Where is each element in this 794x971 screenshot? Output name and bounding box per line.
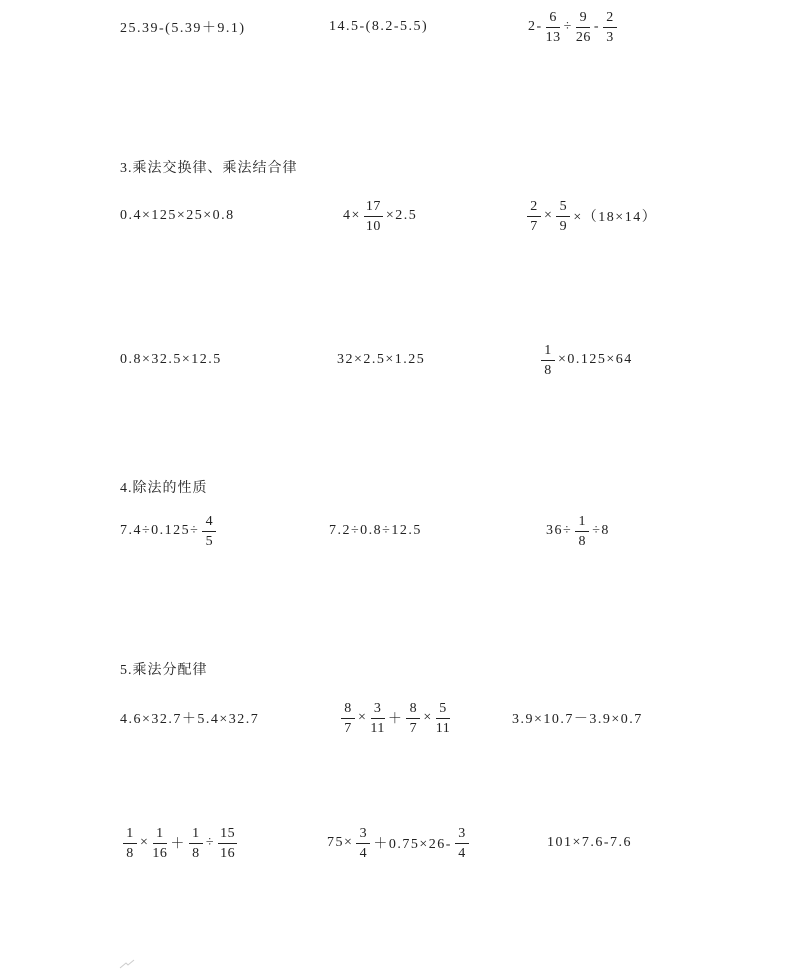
- problem-r2-1: [120, 194, 235, 238]
- fraction: [603, 10, 617, 45]
- expr-text: ÷: [563, 19, 573, 34]
- expr-text: ×: [140, 835, 150, 850]
- fraction-denominator: 3: [606, 29, 614, 45]
- expr-text: 36÷: [546, 523, 573, 538]
- expr-text: ×: [544, 208, 554, 223]
- fraction-numerator: 3: [455, 826, 469, 844]
- expr-text: 75×: [327, 835, 354, 850]
- fraction-denominator: 8: [578, 533, 586, 549]
- expr-text: 32×2.5×1.25: [337, 352, 426, 367]
- fraction-denominator: 16: [220, 845, 236, 861]
- fraction-denominator: 4: [359, 845, 368, 861]
- expr-text: 4×: [343, 208, 361, 223]
- expr-text: ×（18×14）: [573, 210, 658, 225]
- expr-text: 3.9×10.7－3.9×0.7: [512, 712, 643, 727]
- expr-text: 25.39-(5.39＋9.1): [120, 21, 246, 36]
- expr-text: ×: [358, 710, 368, 725]
- problem-r3-3: [538, 338, 633, 382]
- section-heading-4: 4.除法的性质: [120, 481, 208, 496]
- fraction-denominator: 7: [409, 720, 418, 736]
- problem-r2-3: [524, 194, 657, 238]
- fraction: [406, 701, 420, 736]
- fraction-numerator: 3: [356, 826, 370, 844]
- problem-r5-2: [338, 696, 453, 740]
- problem-r4-3: [546, 509, 610, 553]
- fraction-numerator: 17: [364, 199, 383, 217]
- expr-text: 0.8×32.5×12.5: [120, 352, 222, 367]
- fraction-numerator: 1: [123, 826, 137, 844]
- fraction-numerator: 5: [436, 701, 450, 719]
- fraction-denominator: 10: [365, 218, 381, 234]
- fraction-numerator: 1: [541, 343, 555, 361]
- expr-text: -: [593, 19, 601, 34]
- fraction: [202, 514, 216, 549]
- expr-text: ＋: [170, 837, 186, 852]
- fraction-numerator: 2: [603, 10, 617, 28]
- problem-r1-2: [329, 5, 428, 49]
- fraction-numerator: 4: [202, 514, 216, 532]
- fraction-numerator: 5: [556, 199, 570, 217]
- expr-text: ×: [423, 710, 433, 725]
- fraction-denominator: 13: [545, 29, 561, 45]
- fraction-denominator: 5: [205, 533, 214, 549]
- fraction-denominator: 11: [435, 720, 451, 736]
- fraction: [455, 826, 469, 861]
- fraction: [364, 199, 383, 234]
- fraction: [436, 701, 450, 736]
- fraction: [541, 343, 555, 378]
- fraction-numerator: 6: [546, 10, 560, 28]
- expr-text: 101×7.6-7.6: [547, 835, 633, 850]
- expr-text: ÷8: [592, 523, 610, 538]
- fraction-numerator: 1: [153, 826, 167, 844]
- fraction: [556, 199, 570, 234]
- fraction: [218, 826, 237, 861]
- fraction-numerator: 8: [341, 701, 355, 719]
- problem-r5-3: [512, 696, 643, 740]
- fraction-denominator: 8: [192, 845, 200, 861]
- fraction: [189, 826, 203, 861]
- fraction-denominator: 8: [544, 362, 552, 378]
- problem-r2-2: [343, 194, 417, 238]
- expr-text: 0.4×125×25×0.8: [120, 208, 235, 223]
- fraction-denominator: 8: [126, 845, 134, 861]
- fraction: [546, 10, 561, 45]
- expr-text: 7.2÷0.8÷12.5: [329, 523, 422, 538]
- expr-text: ＋0.75×26-: [373, 837, 452, 852]
- fraction: [370, 701, 384, 736]
- fraction-numerator: 15: [218, 826, 237, 844]
- expr-text: 2-: [528, 19, 543, 34]
- fraction-numerator: 3: [371, 701, 385, 719]
- fraction-numerator: 1: [575, 514, 589, 532]
- fraction-numerator: 9: [576, 10, 590, 28]
- fraction-numerator: 2: [527, 199, 541, 217]
- fraction-denominator: 9: [559, 218, 568, 234]
- expr-text: ×0.125×64: [558, 352, 633, 367]
- fraction: [341, 701, 355, 736]
- problem-r6-2: [327, 821, 472, 865]
- expr-text: 7.4÷0.125÷: [120, 523, 200, 538]
- fraction-denominator: 4: [458, 845, 466, 861]
- problem-r3-1: [120, 338, 222, 382]
- expr-text: 14.5-(8.2-5.5): [329, 19, 429, 34]
- fraction: [356, 826, 370, 861]
- problem-r3-2: [337, 338, 425, 382]
- problem-r5-1: [120, 696, 259, 740]
- fraction: [576, 10, 591, 45]
- fraction-denominator: 7: [530, 218, 538, 234]
- problem-r4-1: [120, 509, 219, 553]
- section-heading-3: 3.乘法交换律、乘法结合律: [120, 161, 298, 176]
- problem-r1-3: [528, 5, 620, 49]
- pen-mark: [118, 958, 138, 970]
- problem-r1-1: [120, 5, 246, 49]
- problem-r6-1: [120, 821, 240, 865]
- fraction: [152, 826, 167, 861]
- section-heading-5: 5.乘法分配律: [120, 663, 208, 678]
- fraction-denominator: 7: [344, 720, 352, 736]
- expr-text: ×2.5: [385, 208, 418, 223]
- fraction-denominator: 11: [370, 720, 385, 736]
- fraction-denominator: 16: [152, 845, 168, 861]
- expr-text: ÷: [205, 835, 216, 850]
- fraction: [123, 826, 137, 861]
- fraction-denominator: 26: [575, 29, 591, 45]
- fraction: [575, 514, 589, 549]
- problem-r6-3: [547, 821, 632, 865]
- fraction-numerator: 1: [189, 826, 203, 844]
- expr-text: ＋: [387, 712, 404, 727]
- problem-r4-2: [329, 509, 422, 553]
- fraction: [527, 199, 541, 234]
- expr-text: 4.6×32.7＋5.4×32.7: [120, 712, 260, 727]
- fraction-numerator: 8: [406, 701, 420, 719]
